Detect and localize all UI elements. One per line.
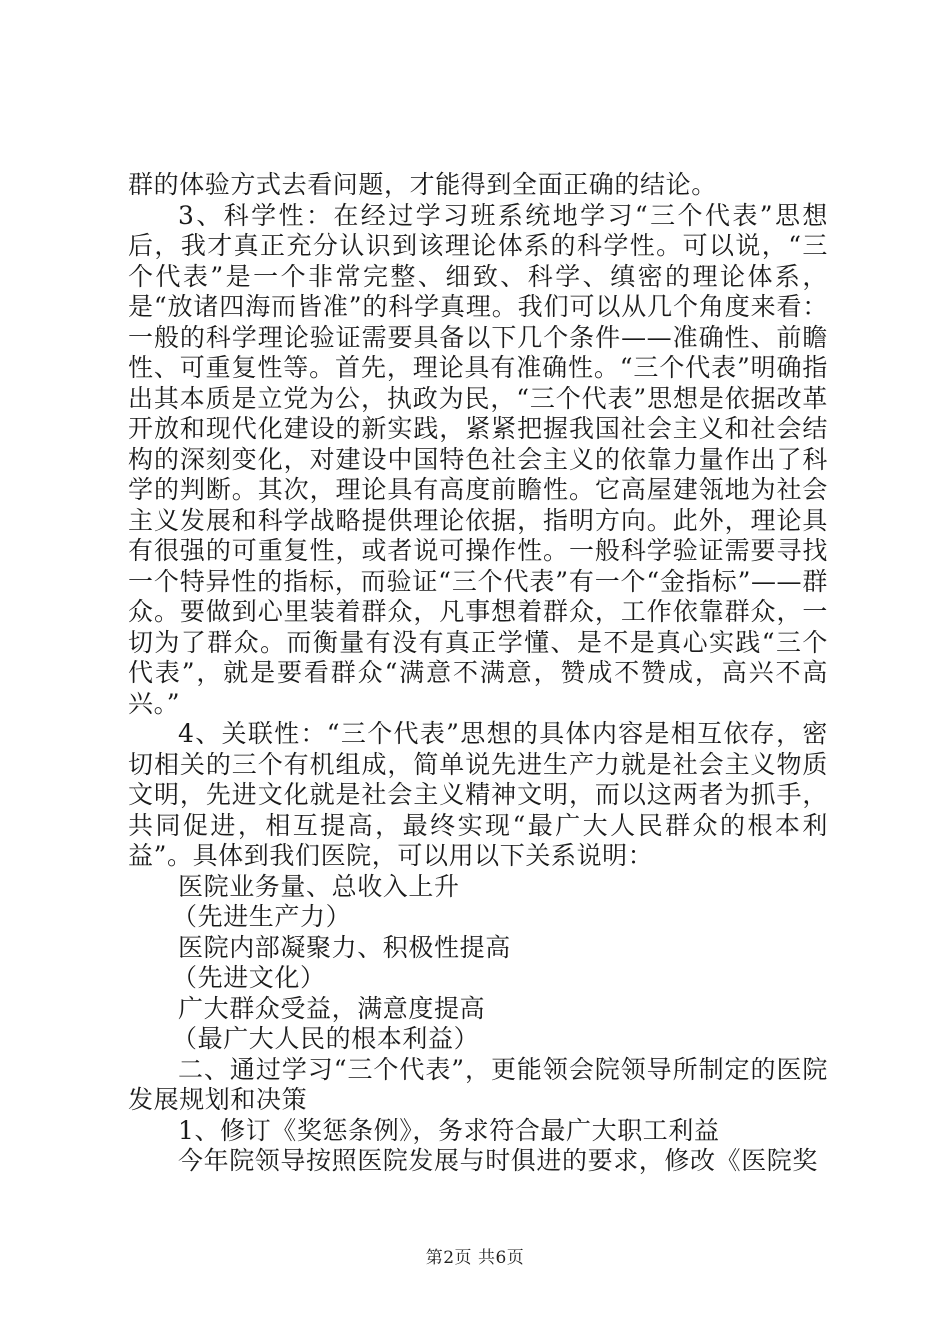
relation-note-productivity: （先进生产力）: [172, 902, 352, 931]
relation-line-productivity: 医院业务量、总收入上升: [178, 871, 460, 901]
relation-line-interest: 广大群众受益，满意度提高: [178, 993, 486, 1023]
paragraph-relevance: 4、关联性：“三个代表”思想的具体内容是相互依存，密切相关的三个有机组成，简单说先进生产力就是社会主义物质文明，先进文化就是社会主义精神文明，而以这两者为抓手，共同促进，相互提高，最终实现“最广大人民群众的根本利益”。具体到我们医院，可以用以下关系说明：: [128, 719, 828, 870]
section-heading-two: 二、通过学习“三个代表”，更能领会院领导所制定的医院发展规划和决策: [128, 1054, 828, 1114]
paragraph-continuation: 群的体验方式去看问题，才能得到全面正确的结论。: [128, 170, 717, 199]
subsection-heading-one: 1、修订《奖惩条例》，务求符合最广大职工利益: [178, 1115, 720, 1145]
relation-line-culture: 医院内部凝聚力、积极性提高: [178, 932, 511, 962]
page-number-footer: 第2页 共6页: [425, 1248, 525, 1268]
relation-note-culture: （先进文化）: [172, 963, 326, 992]
paragraph-scientific: 3、科学性：在经过学习班系统地学习“三个代表”思想后，我才真正充分认识到该理论体系的科学性。可以说，“三个代表”是一个非常完整、细致、科学、缜密的理论体系，是“放诸四海而皆准”的科学真理。我们可以从几个角度来看：一般的科学理论验证需要具备以下几个条件——准确性、前瞻性、可重复性等。首先，理论具有准确性。“三个代表”明确指出其本质是立党为公，执政为民，“三个代表”思想是依据改革开放和现代化建设的新实践，紧紧把握我国社会主义和社会结构的深刻变化，对建设中国特色社会主义的依靠力量作出了科学的判断。其次，理论具有高度前瞻性。它高屋建瓴地为社会主义发展和科学战略提供理论依据，指明方向。此外，理论具有很强的可重复性，或者说可操作性。一般科学验证需要寻找一个特异性的指标，而验证“三个代表”有一个“金指标”——群众。要做到心里装着群众，凡事想着群众，工作依靠群众，一切为了群众。而衡量有没有真正学懂、是不是真心实践“三个代表”，就是要看群众“满意不满意，赞成不赞成，高兴不高兴。”: [128, 200, 828, 718]
relation-note-interest: （最广大人民的根本利益）: [172, 1024, 480, 1053]
paragraph-revision: 今年院领导按照医院发展与时俱进的要求，修改《医院奖: [178, 1146, 819, 1175]
document-body: [128, 170, 828, 1177]
